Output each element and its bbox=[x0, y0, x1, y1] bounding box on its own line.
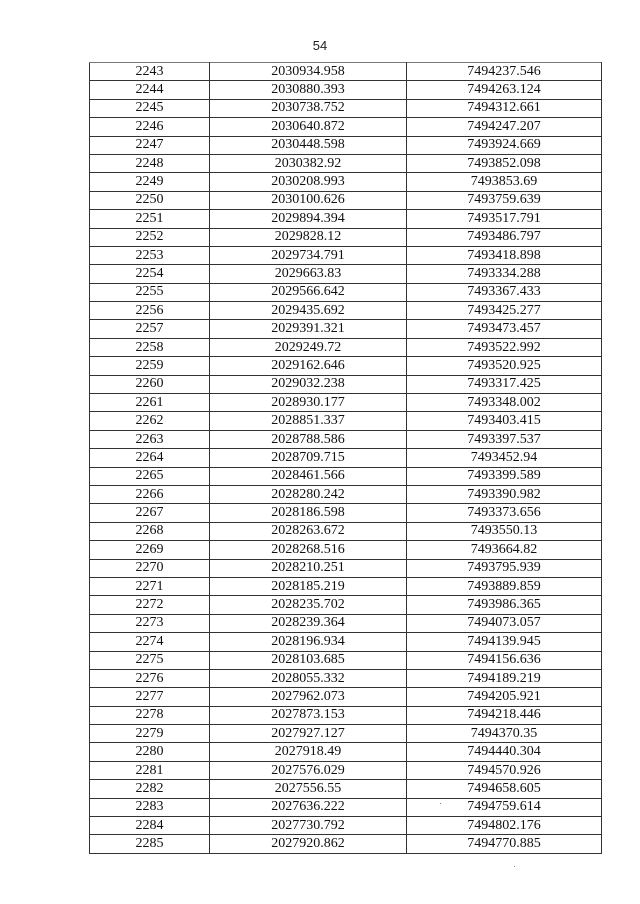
point-id-cell: 2262 bbox=[90, 412, 210, 430]
point-id-cell: 2256 bbox=[90, 302, 210, 320]
point-id-cell: 2264 bbox=[90, 449, 210, 467]
table-row bbox=[90, 394, 602, 412]
y-coordinate-cell: 7493317.425 bbox=[407, 375, 602, 393]
point-id-cell: 2249 bbox=[90, 173, 210, 191]
point-id-cell: 2283 bbox=[90, 798, 210, 816]
y-coordinate-cell: 7494759.614 bbox=[407, 798, 602, 816]
table-row bbox=[90, 357, 602, 375]
table-row bbox=[90, 320, 602, 338]
x-coordinate-cell: 2029566.642 bbox=[210, 283, 407, 301]
x-coordinate-cell: 2028185.219 bbox=[210, 577, 407, 595]
x-coordinate-cell: 2030448.598 bbox=[210, 136, 407, 154]
table-row bbox=[90, 706, 602, 724]
point-id-cell: 2282 bbox=[90, 780, 210, 798]
x-coordinate-cell: 2028851.337 bbox=[210, 412, 407, 430]
table-row bbox=[90, 559, 602, 577]
point-id-cell: 2248 bbox=[90, 154, 210, 172]
table-row bbox=[90, 283, 602, 301]
x-coordinate-cell: 2027927.127 bbox=[210, 725, 407, 743]
y-coordinate-cell: 7493522.992 bbox=[407, 338, 602, 356]
x-coordinate-cell: 2029162.646 bbox=[210, 357, 407, 375]
y-coordinate-cell: 7493664.82 bbox=[407, 541, 602, 559]
table-row bbox=[90, 669, 602, 687]
y-coordinate-cell: 7494570.926 bbox=[407, 761, 602, 779]
table-row bbox=[90, 725, 602, 743]
x-coordinate-cell: 2029663.83 bbox=[210, 265, 407, 283]
x-coordinate-cell: 2030100.626 bbox=[210, 191, 407, 209]
point-id-cell: 2252 bbox=[90, 228, 210, 246]
x-coordinate-cell: 2030208.993 bbox=[210, 173, 407, 191]
table-row bbox=[90, 228, 602, 246]
x-coordinate-cell: 2030738.752 bbox=[210, 99, 407, 117]
point-id-cell: 2277 bbox=[90, 688, 210, 706]
point-id-cell: 2246 bbox=[90, 118, 210, 136]
y-coordinate-cell: 7493334.288 bbox=[407, 265, 602, 283]
y-coordinate-cell: 7493520.925 bbox=[407, 357, 602, 375]
point-id-cell: 2263 bbox=[90, 430, 210, 448]
x-coordinate-cell: 2028930.177 bbox=[210, 394, 407, 412]
y-coordinate-cell: 7493390.982 bbox=[407, 485, 602, 503]
table-row bbox=[90, 154, 602, 172]
y-coordinate-cell: 7494312.661 bbox=[407, 99, 602, 117]
x-coordinate-cell: 2028103.685 bbox=[210, 651, 407, 669]
table-row bbox=[90, 449, 602, 467]
y-coordinate-cell: 7493853.69 bbox=[407, 173, 602, 191]
y-coordinate-cell: 7493425.277 bbox=[407, 302, 602, 320]
y-coordinate-cell: 7493403.415 bbox=[407, 412, 602, 430]
point-id-cell: 2275 bbox=[90, 651, 210, 669]
x-coordinate-cell: 2029734.791 bbox=[210, 246, 407, 264]
y-coordinate-cell: 7493399.589 bbox=[407, 467, 602, 485]
point-id-cell: 2257 bbox=[90, 320, 210, 338]
table-row bbox=[90, 817, 602, 835]
point-id-cell: 2255 bbox=[90, 283, 210, 301]
x-coordinate-cell: 2028268.516 bbox=[210, 541, 407, 559]
point-id-cell: 2278 bbox=[90, 706, 210, 724]
x-coordinate-cell: 2029032.238 bbox=[210, 375, 407, 393]
table-row bbox=[90, 467, 602, 485]
table-row bbox=[90, 81, 602, 99]
coordinates-table-body bbox=[90, 63, 602, 854]
point-id-cell: 2271 bbox=[90, 577, 210, 595]
y-coordinate-cell: 7493373.656 bbox=[407, 504, 602, 522]
table-row bbox=[90, 430, 602, 448]
table-row bbox=[90, 265, 602, 283]
point-id-cell: 2245 bbox=[90, 99, 210, 117]
x-coordinate-cell: 2029249.72 bbox=[210, 338, 407, 356]
table-row bbox=[90, 191, 602, 209]
point-id-cell: 2281 bbox=[90, 761, 210, 779]
x-coordinate-cell: 2028263.672 bbox=[210, 522, 407, 540]
y-coordinate-cell: 7493759.639 bbox=[407, 191, 602, 209]
y-coordinate-cell: 7494218.446 bbox=[407, 706, 602, 724]
scan-speck bbox=[440, 803, 441, 804]
y-coordinate-cell: 7493367.433 bbox=[407, 283, 602, 301]
table-row bbox=[90, 210, 602, 228]
y-coordinate-cell: 7493889.859 bbox=[407, 577, 602, 595]
x-coordinate-cell: 2028210.251 bbox=[210, 559, 407, 577]
point-id-cell: 2276 bbox=[90, 669, 210, 687]
x-coordinate-cell: 2028196.934 bbox=[210, 633, 407, 651]
y-coordinate-cell: 7494139.945 bbox=[407, 633, 602, 651]
point-id-cell: 2285 bbox=[90, 835, 210, 853]
table-row bbox=[90, 136, 602, 154]
x-coordinate-cell: 2029391.321 bbox=[210, 320, 407, 338]
point-id-cell: 2260 bbox=[90, 375, 210, 393]
point-id-cell: 2258 bbox=[90, 338, 210, 356]
x-coordinate-cell: 2028280.242 bbox=[210, 485, 407, 503]
x-coordinate-cell: 2028709.715 bbox=[210, 449, 407, 467]
y-coordinate-cell: 7493418.898 bbox=[407, 246, 602, 264]
table-row bbox=[90, 338, 602, 356]
table-row bbox=[90, 743, 602, 761]
table-row bbox=[90, 118, 602, 136]
table-row bbox=[90, 798, 602, 816]
y-coordinate-cell: 7493550.13 bbox=[407, 522, 602, 540]
x-coordinate-cell: 2027873.153 bbox=[210, 706, 407, 724]
y-coordinate-cell: 7494189.219 bbox=[407, 669, 602, 687]
y-coordinate-cell: 7494156.636 bbox=[407, 651, 602, 669]
table-row bbox=[90, 541, 602, 559]
table-row bbox=[90, 780, 602, 798]
table-row bbox=[90, 302, 602, 320]
y-coordinate-cell: 7494263.124 bbox=[407, 81, 602, 99]
point-id-cell: 2265 bbox=[90, 467, 210, 485]
y-coordinate-cell: 7493986.365 bbox=[407, 596, 602, 614]
x-coordinate-cell: 2030640.872 bbox=[210, 118, 407, 136]
y-coordinate-cell: 7494237.546 bbox=[407, 63, 602, 81]
y-coordinate-cell: 7494658.605 bbox=[407, 780, 602, 798]
point-id-cell: 2251 bbox=[90, 210, 210, 228]
x-coordinate-cell: 2027962.073 bbox=[210, 688, 407, 706]
point-id-cell: 2284 bbox=[90, 817, 210, 835]
y-coordinate-cell: 7493852.098 bbox=[407, 154, 602, 172]
table-row bbox=[90, 375, 602, 393]
x-coordinate-cell: 2029894.394 bbox=[210, 210, 407, 228]
x-coordinate-cell: 2027576.029 bbox=[210, 761, 407, 779]
point-id-cell: 2267 bbox=[90, 504, 210, 522]
x-coordinate-cell: 2028186.598 bbox=[210, 504, 407, 522]
point-id-cell: 2261 bbox=[90, 394, 210, 412]
table-row bbox=[90, 577, 602, 595]
x-coordinate-cell: 2029435.692 bbox=[210, 302, 407, 320]
y-coordinate-cell: 7493924.669 bbox=[407, 136, 602, 154]
point-id-cell: 2254 bbox=[90, 265, 210, 283]
x-coordinate-cell: 2028055.332 bbox=[210, 669, 407, 687]
y-coordinate-cell: 7494247.207 bbox=[407, 118, 602, 136]
y-coordinate-cell: 7494770.885 bbox=[407, 835, 602, 853]
point-id-cell: 2259 bbox=[90, 357, 210, 375]
point-id-cell: 2279 bbox=[90, 725, 210, 743]
point-id-cell: 2274 bbox=[90, 633, 210, 651]
x-coordinate-cell: 2029828.12 bbox=[210, 228, 407, 246]
point-id-cell: 2244 bbox=[90, 81, 210, 99]
point-id-cell: 2266 bbox=[90, 485, 210, 503]
point-id-cell: 2253 bbox=[90, 246, 210, 264]
coordinates-table bbox=[89, 62, 602, 854]
point-id-cell: 2280 bbox=[90, 743, 210, 761]
x-coordinate-cell: 2028239.364 bbox=[210, 614, 407, 632]
table-row bbox=[90, 761, 602, 779]
point-id-cell: 2250 bbox=[90, 191, 210, 209]
table-row bbox=[90, 522, 602, 540]
point-id-cell: 2247 bbox=[90, 136, 210, 154]
y-coordinate-cell: 7494802.176 bbox=[407, 817, 602, 835]
x-coordinate-cell: 2030934.958 bbox=[210, 63, 407, 81]
table-row bbox=[90, 835, 602, 853]
table-row bbox=[90, 412, 602, 430]
scan-speck bbox=[514, 866, 515, 867]
point-id-cell: 2270 bbox=[90, 559, 210, 577]
table-row bbox=[90, 173, 602, 191]
table-row bbox=[90, 633, 602, 651]
table-row bbox=[90, 688, 602, 706]
x-coordinate-cell: 2028788.586 bbox=[210, 430, 407, 448]
y-coordinate-cell: 7494440.304 bbox=[407, 743, 602, 761]
y-coordinate-cell: 7494205.921 bbox=[407, 688, 602, 706]
page-number: 54 bbox=[312, 38, 328, 53]
point-id-cell: 2269 bbox=[90, 541, 210, 559]
table-row bbox=[90, 246, 602, 264]
x-coordinate-cell: 2028461.566 bbox=[210, 467, 407, 485]
x-coordinate-cell: 2027556.55 bbox=[210, 780, 407, 798]
x-coordinate-cell: 2027730.792 bbox=[210, 817, 407, 835]
table-row bbox=[90, 99, 602, 117]
x-coordinate-cell: 2028235.702 bbox=[210, 596, 407, 614]
x-coordinate-cell: 2027920.862 bbox=[210, 835, 407, 853]
x-coordinate-cell: 2027918.49 bbox=[210, 743, 407, 761]
y-coordinate-cell: 7493473.457 bbox=[407, 320, 602, 338]
table-row bbox=[90, 651, 602, 669]
y-coordinate-cell: 7494370.35 bbox=[407, 725, 602, 743]
point-id-cell: 2243 bbox=[90, 63, 210, 81]
point-id-cell: 2272 bbox=[90, 596, 210, 614]
table-row bbox=[90, 63, 602, 81]
y-coordinate-cell: 7493517.791 bbox=[407, 210, 602, 228]
table-row bbox=[90, 596, 602, 614]
point-id-cell: 2268 bbox=[90, 522, 210, 540]
point-id-cell: 2273 bbox=[90, 614, 210, 632]
y-coordinate-cell: 7493452.94 bbox=[407, 449, 602, 467]
y-coordinate-cell: 7493397.537 bbox=[407, 430, 602, 448]
y-coordinate-cell: 7493486.797 bbox=[407, 228, 602, 246]
y-coordinate-cell: 7494073.057 bbox=[407, 614, 602, 632]
table-row bbox=[90, 614, 602, 632]
x-coordinate-cell: 2027636.222 bbox=[210, 798, 407, 816]
x-coordinate-cell: 2030382.92 bbox=[210, 154, 407, 172]
x-coordinate-cell: 2030880.393 bbox=[210, 81, 407, 99]
table-row bbox=[90, 485, 602, 503]
y-coordinate-cell: 7493795.939 bbox=[407, 559, 602, 577]
y-coordinate-cell: 7493348.002 bbox=[407, 394, 602, 412]
table-row bbox=[90, 504, 602, 522]
